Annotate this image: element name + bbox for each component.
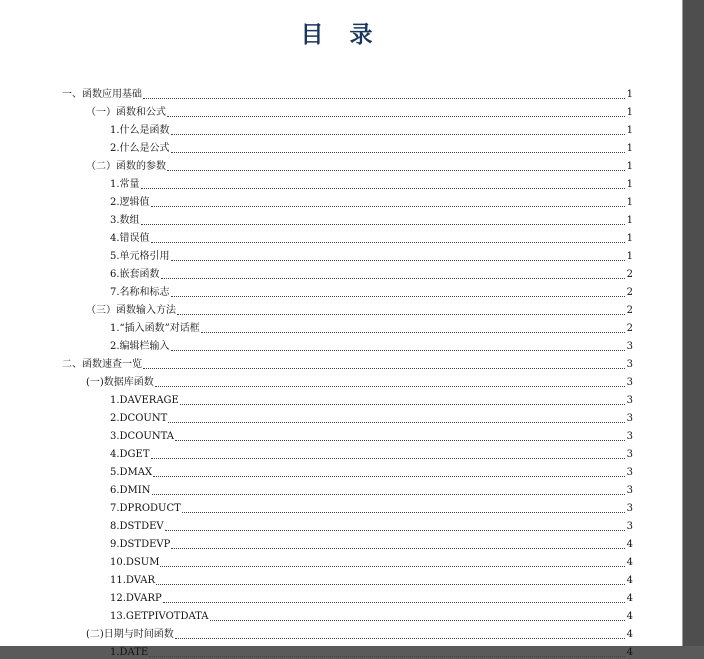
toc-page-number: 2 bbox=[626, 305, 633, 316]
dot-leader bbox=[177, 314, 625, 315]
toc-page-number: 4 bbox=[626, 539, 633, 550]
dot-leader bbox=[180, 404, 625, 405]
dot-leader bbox=[153, 476, 624, 477]
toc-entry[interactable] bbox=[110, 587, 633, 605]
toc-label: （一）函数和公式 bbox=[86, 107, 166, 118]
toc-page-number: 3 bbox=[626, 521, 633, 532]
toc-label: 4.错误值 bbox=[110, 233, 150, 244]
dot-leader bbox=[171, 548, 624, 549]
toc-page-number: 1 bbox=[626, 125, 633, 136]
toc-label: 9.DSTDEVP bbox=[110, 539, 171, 550]
toc-label: 8.DSTDEV bbox=[110, 521, 164, 532]
toc-label: （三）函数输入方法 bbox=[86, 305, 176, 316]
toc-label: 1.常量 bbox=[110, 179, 140, 190]
dot-leader bbox=[156, 584, 625, 585]
toc-page-number: 4 bbox=[626, 593, 633, 604]
toc-page-number: 1 bbox=[626, 179, 633, 190]
dot-leader bbox=[160, 566, 624, 567]
toc-entry[interactable] bbox=[110, 407, 633, 425]
dot-leader bbox=[149, 656, 624, 657]
toc-label: 1.“插入函数”对话框 bbox=[110, 323, 200, 334]
toc-entry[interactable] bbox=[110, 641, 633, 659]
toc-page-number: 1 bbox=[626, 251, 633, 262]
dot-leader bbox=[171, 152, 625, 153]
toc-label: （二）函数的参数 bbox=[86, 161, 166, 172]
toc-label: 2.编辑栏输入 bbox=[110, 341, 170, 352]
dot-leader bbox=[171, 350, 625, 351]
dot-leader bbox=[155, 386, 625, 387]
toc-page-number: 3 bbox=[626, 341, 633, 352]
toc-page-number: 2 bbox=[626, 323, 633, 334]
toc-label: 7.DPRODUCT bbox=[110, 503, 181, 514]
toc-page-number: 4 bbox=[626, 575, 633, 586]
toc-label: 3.数组 bbox=[110, 215, 140, 226]
toc-entry[interactable] bbox=[110, 245, 633, 263]
toc-entry[interactable] bbox=[110, 389, 633, 407]
toc-label: 13.GETPIVOTDATA bbox=[110, 611, 209, 622]
dot-leader bbox=[171, 260, 625, 261]
toc-entry[interactable] bbox=[110, 569, 633, 587]
toc-label: 一、函数应用基础 bbox=[62, 89, 142, 100]
toc-page-number: 4 bbox=[626, 557, 633, 568]
toc-page-number: 4 bbox=[626, 647, 633, 658]
dot-leader bbox=[175, 440, 625, 441]
toc-label: 1.DAVERAGE bbox=[110, 395, 179, 406]
toc-entry[interactable] bbox=[86, 101, 633, 119]
toc-label: 2.DCOUNT bbox=[110, 413, 168, 424]
toc-page-number: 3 bbox=[626, 395, 633, 406]
toc-label: 12.DVARP bbox=[110, 593, 162, 604]
toc-entry[interactable] bbox=[110, 425, 633, 443]
toc-entry[interactable] bbox=[86, 623, 633, 641]
toc-page-number: 3 bbox=[626, 467, 633, 478]
toc-page-number: 1 bbox=[626, 107, 633, 118]
toc-label: 2.逻辑值 bbox=[110, 197, 150, 208]
toc-entry[interactable] bbox=[62, 83, 633, 101]
dot-leader bbox=[163, 602, 625, 603]
dot-leader bbox=[151, 458, 625, 459]
toc-entry[interactable] bbox=[110, 173, 633, 191]
toc-entry[interactable] bbox=[86, 299, 633, 317]
toc-page-number: 4 bbox=[626, 629, 633, 640]
dot-leader bbox=[171, 296, 625, 297]
toc-page-number: 1 bbox=[626, 143, 633, 154]
toc-entry[interactable] bbox=[110, 263, 633, 281]
dot-leader bbox=[151, 242, 625, 243]
toc-entry[interactable] bbox=[62, 353, 633, 371]
toc-label: 3.DCOUNTA bbox=[110, 431, 174, 442]
toc-label: 4.DGET bbox=[110, 449, 150, 460]
toc-entry[interactable] bbox=[110, 335, 633, 353]
toc-entry[interactable] bbox=[110, 551, 633, 569]
toc-page-number: 3 bbox=[626, 413, 633, 424]
toc-page-number: 3 bbox=[626, 449, 633, 460]
toc-label: 11.DVAR bbox=[110, 575, 156, 586]
toc-entry[interactable] bbox=[110, 515, 633, 533]
dot-leader bbox=[167, 116, 625, 117]
dot-leader bbox=[161, 278, 625, 279]
toc-entry[interactable] bbox=[110, 497, 633, 515]
dot-leader bbox=[151, 206, 625, 207]
toc-page-number: 1 bbox=[626, 197, 633, 208]
toc-page-number: 2 bbox=[626, 269, 633, 280]
toc-entry[interactable] bbox=[110, 137, 633, 155]
toc-label: 1.什么是函数 bbox=[110, 125, 170, 136]
toc-entry[interactable] bbox=[110, 209, 633, 227]
toc-entry[interactable] bbox=[110, 191, 633, 209]
toc-entry[interactable] bbox=[110, 119, 633, 137]
toc-label: (二)日期与时间函数 bbox=[86, 629, 174, 640]
page-title: 目 录 bbox=[300, 22, 382, 48]
toc-page-number: 3 bbox=[626, 503, 633, 514]
toc-entry[interactable] bbox=[110, 533, 633, 551]
toc-page-number: 1 bbox=[626, 89, 633, 100]
toc-page-number: 3 bbox=[626, 377, 633, 388]
viewer-scrollbar[interactable] bbox=[683, 0, 704, 646]
toc-page-number: 3 bbox=[626, 431, 633, 442]
dot-leader bbox=[143, 368, 625, 369]
dot-leader bbox=[165, 530, 625, 531]
dot-leader bbox=[175, 638, 625, 639]
toc-entry[interactable] bbox=[110, 227, 633, 245]
dot-leader bbox=[141, 224, 625, 225]
dot-leader bbox=[210, 620, 625, 621]
dot-leader bbox=[167, 170, 625, 171]
toc-page-number: 1 bbox=[626, 233, 633, 244]
toc-label: 5.DMAX bbox=[110, 467, 153, 478]
toc-entry[interactable] bbox=[110, 461, 633, 479]
dot-leader bbox=[182, 512, 625, 513]
toc-label: 1.DATE bbox=[110, 647, 149, 658]
toc-entry[interactable] bbox=[110, 443, 633, 461]
toc-page-number: 3 bbox=[626, 485, 633, 496]
dot-leader bbox=[171, 134, 625, 135]
toc-entry[interactable] bbox=[86, 371, 633, 389]
toc-label: 6.嵌套函数 bbox=[110, 269, 160, 280]
toc-label: 5.单元格引用 bbox=[110, 251, 170, 262]
dot-leader bbox=[201, 332, 625, 333]
toc-entry[interactable] bbox=[110, 317, 633, 335]
toc-page-number: 1 bbox=[626, 215, 633, 226]
toc-page-number: 1 bbox=[626, 161, 633, 172]
toc-entry[interactable] bbox=[110, 479, 633, 497]
toc-page-number: 4 bbox=[626, 611, 633, 622]
toc-page-number: 3 bbox=[626, 359, 633, 370]
toc-page-number: 2 bbox=[626, 287, 633, 298]
toc-label: 10.DSUM bbox=[110, 557, 160, 568]
dot-leader bbox=[141, 188, 625, 189]
dot-leader bbox=[152, 494, 625, 495]
toc-entry[interactable] bbox=[86, 155, 633, 173]
toc-label: 7.名称和标志 bbox=[110, 287, 170, 298]
dot-leader bbox=[143, 98, 625, 99]
toc-label: 二、函数速查一览 bbox=[62, 359, 142, 370]
toc-label: (一)数据库函数 bbox=[86, 377, 154, 388]
toc-label: 6.DMIN bbox=[110, 485, 151, 496]
toc-entry[interactable] bbox=[110, 605, 633, 623]
toc-entry[interactable] bbox=[110, 281, 633, 299]
dot-leader bbox=[168, 422, 624, 423]
toc-label: 2.什么是公式 bbox=[110, 143, 170, 154]
